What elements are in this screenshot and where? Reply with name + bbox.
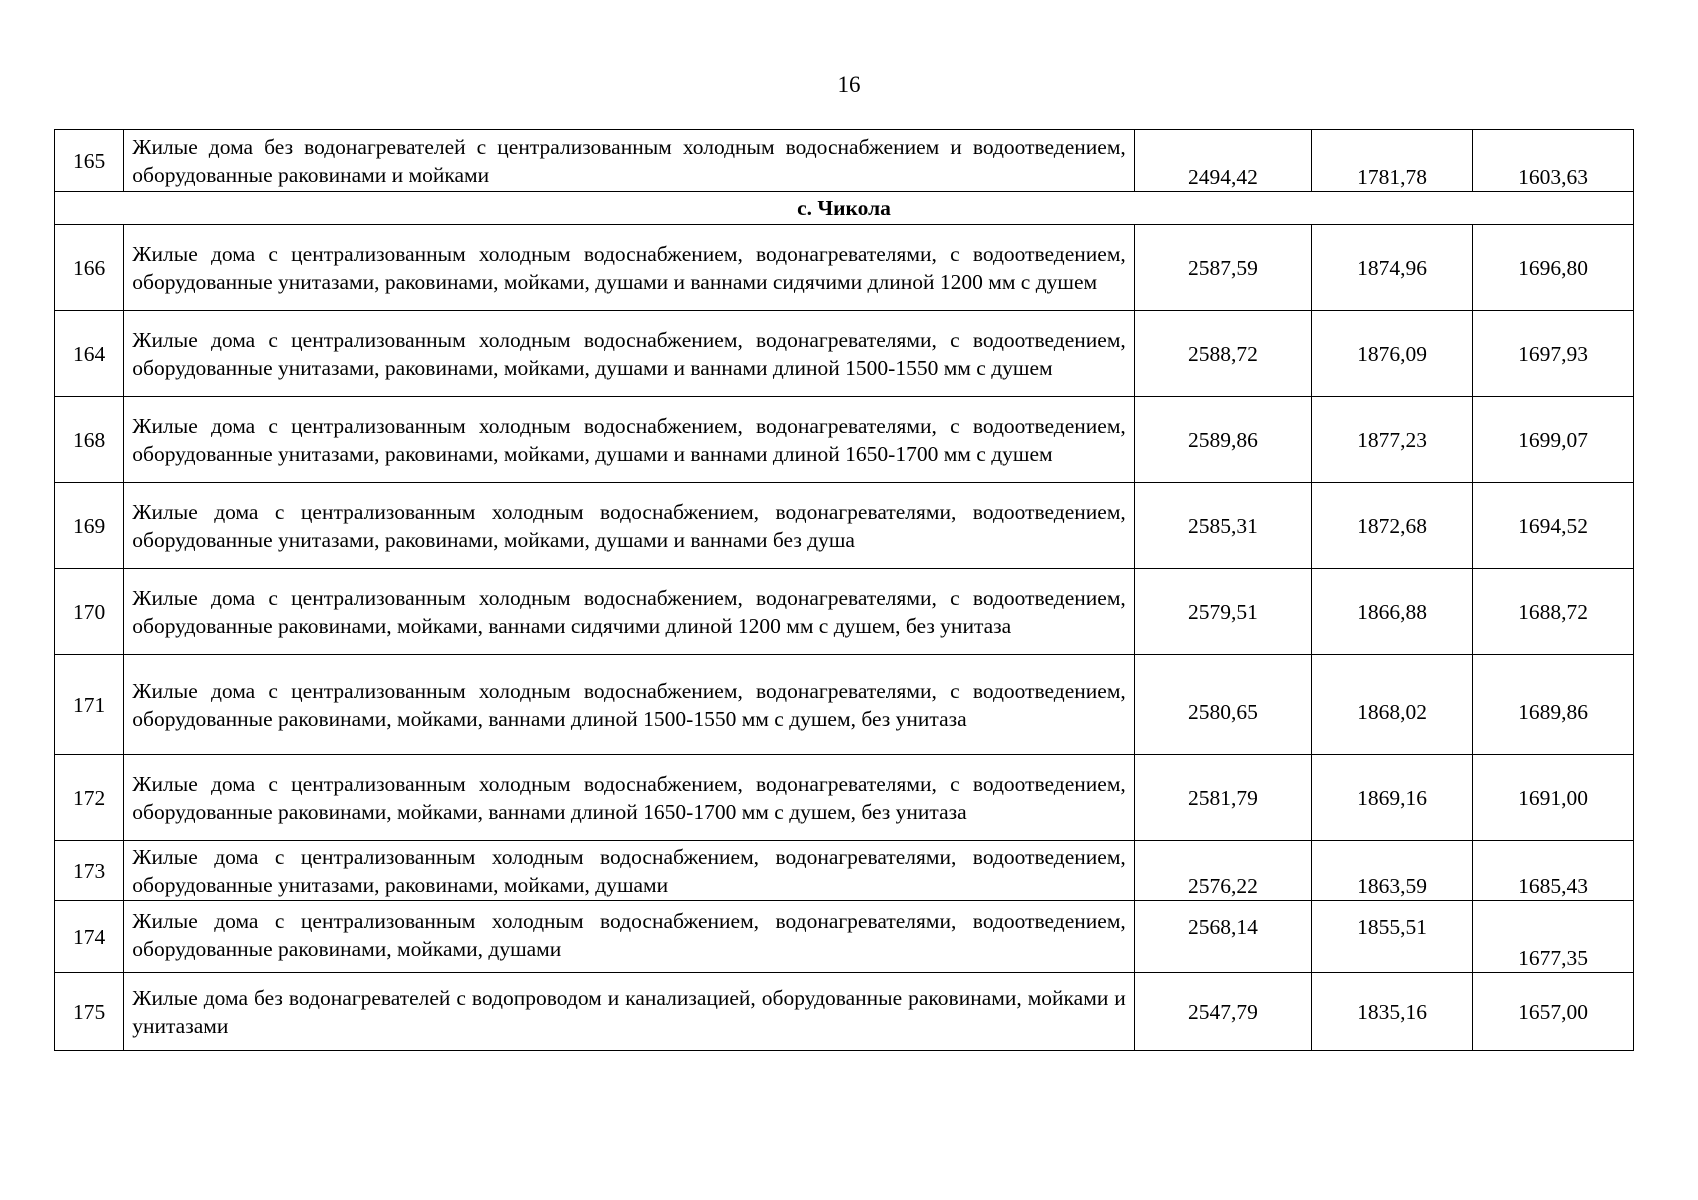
- row-value-2: 1869,16: [1312, 755, 1473, 841]
- section-title: с. Чикола: [55, 192, 1634, 225]
- row-value-2: 1863,59: [1312, 841, 1473, 901]
- row-value-3: 1699,07: [1473, 397, 1634, 483]
- row-number: 172: [55, 755, 124, 841]
- row-number: 173: [55, 841, 124, 901]
- row-value-2: 1835,16: [1312, 973, 1473, 1051]
- row-value-3: 1689,86: [1473, 655, 1634, 755]
- table-row: [55, 397, 1634, 483]
- table-row: [55, 311, 1634, 397]
- row-description: Жилые дома с централизованным холодным водоснабжением, водонагревателями, с водоотведением, оборудованные унитазами, раковинами, мойками, душами и ваннами длиной 1650-1700 мм с душем: [124, 397, 1135, 483]
- row-value-3: 1657,00: [1473, 973, 1634, 1051]
- row-value-2: 1866,88: [1312, 569, 1473, 655]
- row-number: 175: [55, 973, 124, 1051]
- row-value-3: 1685,43: [1473, 841, 1634, 901]
- row-value-3: 1691,00: [1473, 755, 1634, 841]
- table-row: [55, 973, 1634, 1051]
- row-value-1: 2585,31: [1134, 483, 1311, 569]
- row-number: 169: [55, 483, 124, 569]
- row-value-1: 2588,72: [1134, 311, 1311, 397]
- table-row: [55, 483, 1634, 569]
- row-description: Жилые дома без водонагревателей с водопроводом и канализацией, оборудованные раковинами, мойками и унитазами: [124, 973, 1135, 1051]
- table-row: [55, 569, 1634, 655]
- row-value-2: 1781,78: [1312, 130, 1473, 192]
- row-value-2: 1877,23: [1312, 397, 1473, 483]
- row-description: Жилые дома с централизованным холодным водоснабжением, водонагревателями, водоотведением, оборудованные раковинами, мойками, душами: [124, 901, 1135, 973]
- row-description: Жилые дома с централизованным холодным водоснабжением, водонагревателями, водоотведением, оборудованные унитазами, раковинами, мойками, душами и ваннами без душа: [124, 483, 1135, 569]
- row-value-3: 1603,63: [1473, 130, 1634, 192]
- row-description: Жилые дома с централизованным холодным водоснабжением, водонагревателями, с водоотведением, оборудованные раковинами, мойками, ваннами длиной 1500-1550 мм с душем, без унитаза: [124, 655, 1135, 755]
- row-number: 164: [55, 311, 124, 397]
- row-number: 170: [55, 569, 124, 655]
- row-value-2: 1855,51: [1312, 901, 1473, 973]
- table-row: [55, 841, 1634, 901]
- row-number: 174: [55, 901, 124, 973]
- row-value-1: 2576,22: [1134, 841, 1311, 901]
- row-value-1: 2547,79: [1134, 973, 1311, 1051]
- table-row: [55, 225, 1634, 311]
- row-value-1: 2579,51: [1134, 569, 1311, 655]
- row-value-2: 1874,96: [1312, 225, 1473, 311]
- page-number: 16: [837, 72, 861, 97]
- row-value-2: 1868,02: [1312, 655, 1473, 755]
- section-row: [55, 192, 1634, 225]
- row-value-1: 2580,65: [1134, 655, 1311, 755]
- row-value-3: 1688,72: [1473, 569, 1634, 655]
- row-value-2: 1876,09: [1312, 311, 1473, 397]
- row-value-1: 2581,79: [1134, 755, 1311, 841]
- table-row: [55, 901, 1634, 973]
- row-value-1: 2589,86: [1134, 397, 1311, 483]
- row-number: 166: [55, 225, 124, 311]
- row-value-3: 1694,52: [1473, 483, 1634, 569]
- row-value-3: 1697,93: [1473, 311, 1634, 397]
- tariff-table: [54, 129, 1634, 1051]
- row-description: Жилые дома с централизованным холодным водоснабжением, водонагревателями, с водоотведением, оборудованные раковинами, мойками, ваннами сидячими длиной 1200 мм с душем, без унитаза: [124, 569, 1135, 655]
- row-description: Жилые дома с централизованным холодным водоснабжением, водонагревателями, с водоотведением, оборудованные раковинами, мойками, ваннами длиной 1650-1700 мм с душем, без унитаза: [124, 755, 1135, 841]
- table-row: [55, 755, 1634, 841]
- row-value-1: 2494,42: [1134, 130, 1311, 192]
- table-row: [55, 655, 1634, 755]
- row-value-3: 1696,80: [1473, 225, 1634, 311]
- row-number: 165: [55, 130, 124, 192]
- row-number: 168: [55, 397, 124, 483]
- row-number: 171: [55, 655, 124, 755]
- table-row: [55, 130, 1634, 192]
- row-description: Жилые дома с централизованным холодным водоснабжением, водонагревателями, водоотведением, оборудованные унитазами, раковинами, мойками, душами: [124, 841, 1135, 901]
- row-value-1: 2587,59: [1134, 225, 1311, 311]
- row-value-3: 1677,35: [1473, 901, 1634, 973]
- row-description: Жилые дома с централизованным холодным водоснабжением, водонагревателями, с водоотведением, оборудованные унитазами, раковинами, мойками, душами и ваннами длиной 1500-1550 мм с душем: [124, 311, 1135, 397]
- row-description: Жилые дома с централизованным холодным водоснабжением, водонагревателями, с водоотведением, оборудованные унитазами, раковинами, мойками, душами и ваннами сидячими длиной 1200 мм с душем: [124, 225, 1135, 311]
- row-description: Жилые дома без водонагревателей с централизованным холодным водоснабжением и водоотведением, оборудованные раковинами и мойками: [124, 130, 1135, 192]
- row-value-1: 2568,14: [1134, 901, 1311, 973]
- row-value-2: 1872,68: [1312, 483, 1473, 569]
